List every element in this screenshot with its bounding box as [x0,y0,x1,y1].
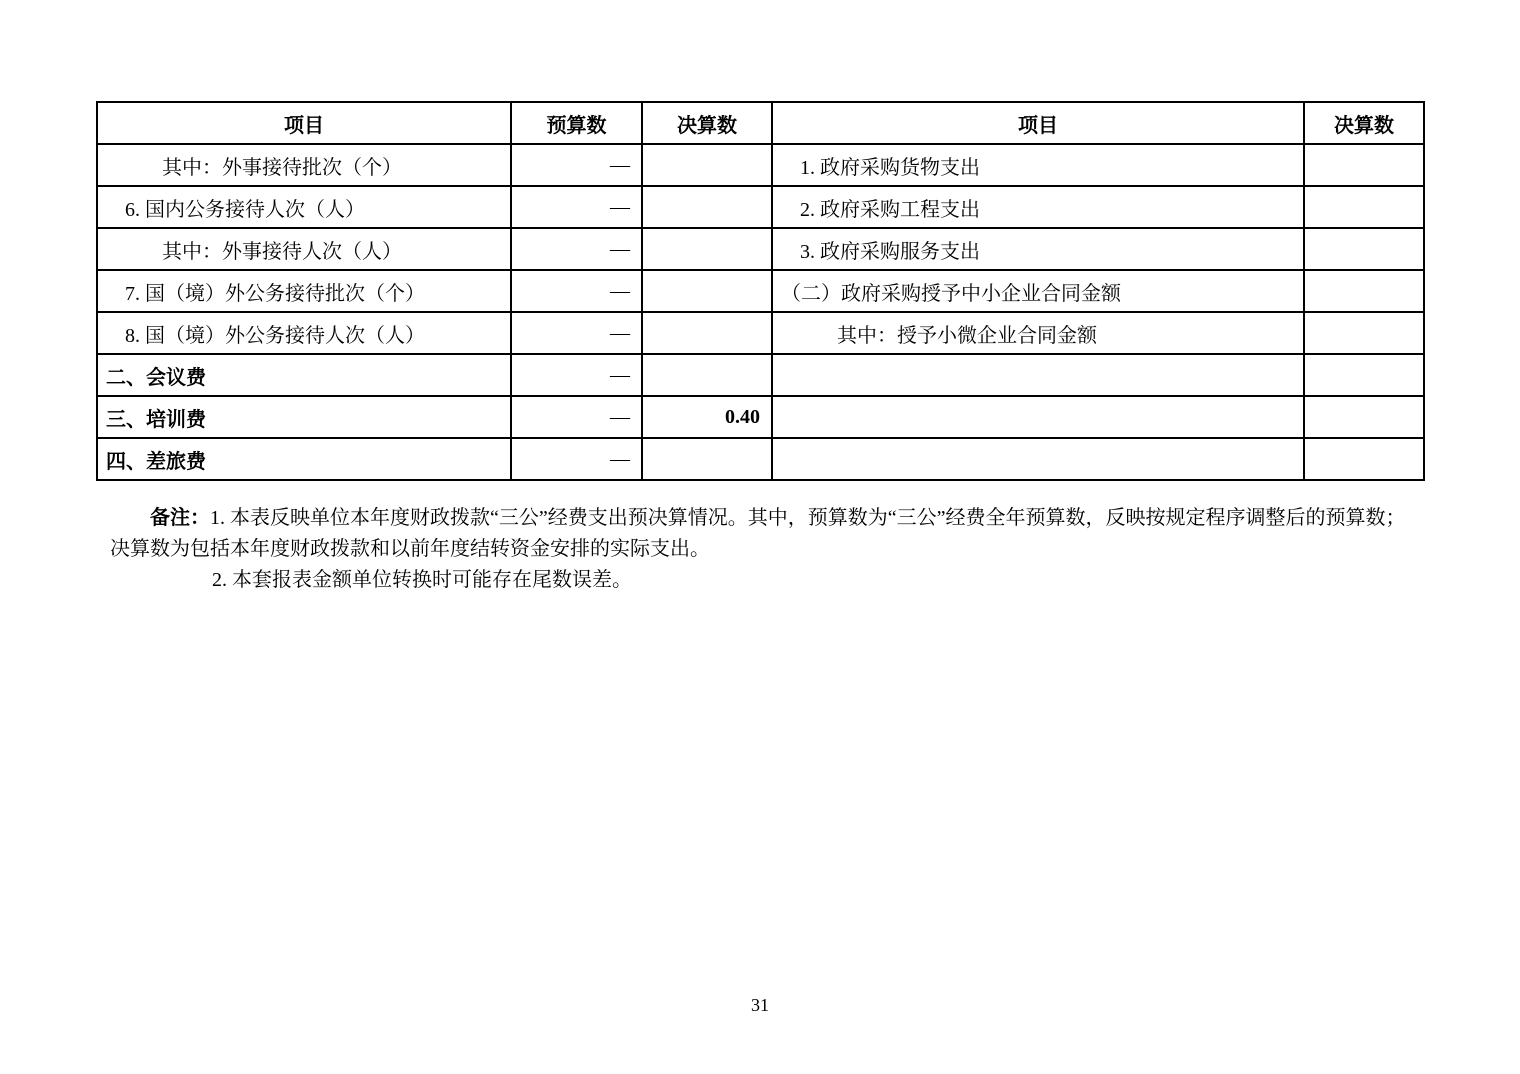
item-left-cell: 其中：外事接待人次（人） [97,228,511,270]
table-row [97,186,1424,228]
header-budget: 预算数 [511,102,642,144]
budget-value-cell: — [511,354,642,396]
settlement-right-cell [1304,270,1424,312]
table-row [97,228,1424,270]
item-right-cell: （二）政府采购授予中小企业合同金额 [772,270,1304,312]
item-left-cell: 6. 国内公务接待人次（人） [97,186,511,228]
budget-value-cell: — [511,228,642,270]
table-row [97,270,1424,312]
settlement-left-cell [642,270,772,312]
budget-value-cell: — [511,438,642,480]
item-left-cell: 其中：外事接待批次（个） [97,144,511,186]
note-2: 2. 本套报表金额单位转换时可能存在尾数误差。 [212,569,632,591]
page-number: 31 [751,995,769,1015]
item-right-cell [772,354,1304,396]
settlement-left-cell [642,354,772,396]
notes-label: 备注： [150,507,210,529]
settlement-right-cell [1304,396,1424,438]
item-right-cell: 3. 政府采购服务支出 [772,228,1304,270]
item-right-cell [772,396,1304,438]
settlement-left-cell [642,186,772,228]
budget-value-cell: — [511,312,642,354]
settlement-left-cell [642,228,772,270]
note-1 [110,503,1410,565]
table-row [97,354,1424,396]
table-row [97,312,1424,354]
three-public-expenses-table [96,101,1425,481]
header-item-left: 项目 [97,102,511,144]
item-left-cell: 7. 国（境）外公务接待批次（个） [97,270,511,312]
settlement-right-cell [1304,438,1424,480]
item-left-cell: 三、培训费 [97,396,511,438]
note-1-text: 1. 本表反映单位本年度财政拨款“三公”经费支出预决算情况。其中，预算数为“三公”经费全年预算数，反映按规定程序调整后的预算数；决算数为包括本年度财政拨款和以前年度结转资金安排的实际支出。 [110,507,1406,560]
table-header-row [97,102,1424,144]
item-left-cell: 四、差旅费 [97,438,511,480]
settlement-left-cell [642,312,772,354]
budget-value-cell: — [511,186,642,228]
settlement-right-cell [1304,354,1424,396]
table-row [97,438,1424,480]
settlement-left-cell: 0.40 [642,396,772,438]
header-settlement-left: 决算数 [642,102,772,144]
item-left-cell: 8. 国（境）外公务接待人次（人） [97,312,511,354]
item-right-cell: 其中：授予小微企业合同金额 [772,312,1304,354]
settlement-right-cell [1304,312,1424,354]
settlement-right-cell [1304,186,1424,228]
budget-value-cell: — [511,396,642,438]
settlement-right-cell [1304,144,1424,186]
item-right-cell: 2. 政府采购工程支出 [772,186,1304,228]
budget-value-cell: — [511,270,642,312]
item-left-cell: 二、会议费 [97,354,511,396]
settlement-right-cell [1304,228,1424,270]
settlement-left-cell [642,438,772,480]
notes-section [110,503,1410,596]
settlement-left-cell [642,144,772,186]
budget-value-cell: — [511,144,642,186]
header-settlement-right: 决算数 [1304,102,1424,144]
table-row [97,144,1424,186]
table-row [97,396,1424,438]
header-item-right: 项目 [772,102,1304,144]
item-right-cell: 1. 政府采购货物支出 [772,144,1304,186]
item-right-cell [772,438,1304,480]
